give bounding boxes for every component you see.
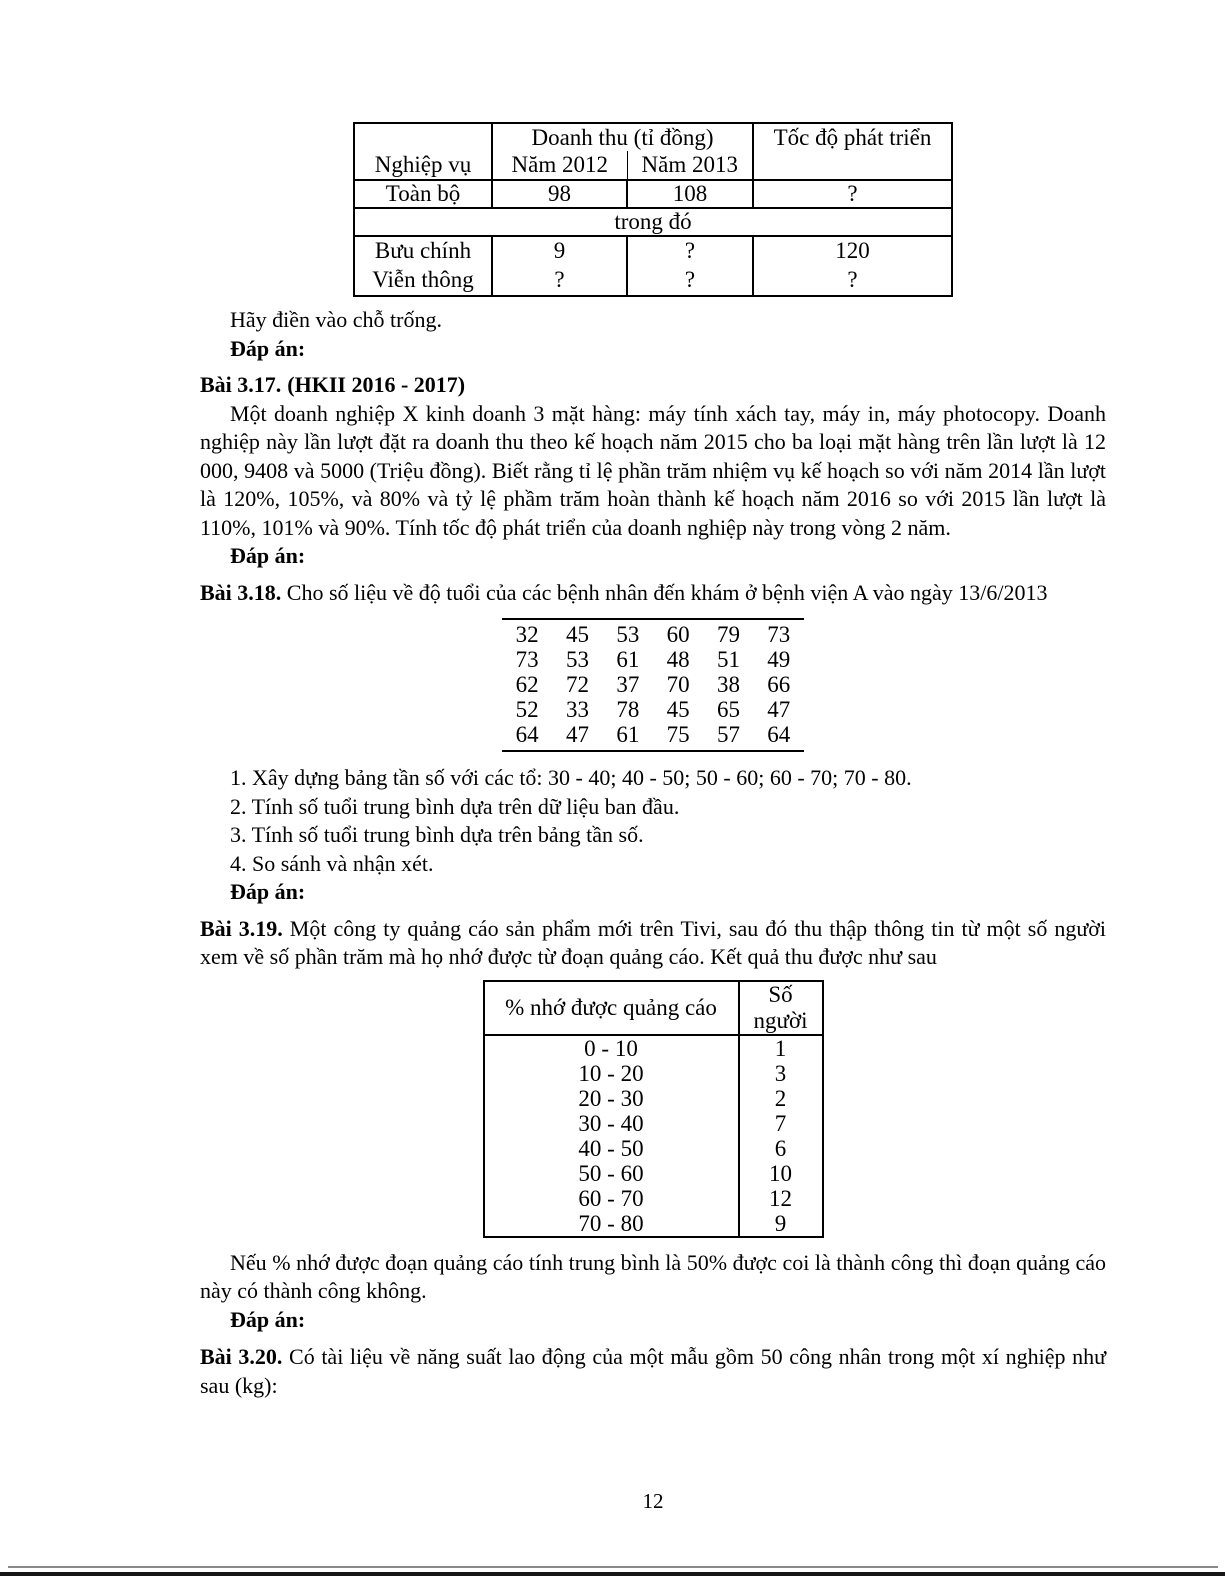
exercise-317-title: Bài 3.17.	[200, 372, 282, 397]
exercise-317-heading	[200, 371, 1106, 400]
value-cell: 108	[627, 180, 753, 208]
answer-label: Đáp án:	[230, 879, 306, 904]
age-grid-row	[502, 672, 804, 697]
exercise-318-intro-text: Cho số liệu về độ tuổi của các bệnh nhân đến khám ở bệnh viện A vào ngày 13/6/2013	[286, 579, 1048, 605]
exercise-319-intro	[200, 915, 1106, 972]
recall-table-body	[484, 1035, 823, 1237]
people-count-cell: 3	[774, 1060, 787, 1086]
exercise-319-title: Bài 3.19.	[200, 915, 283, 941]
row-label: Toàn bộ	[354, 180, 492, 208]
age-grid	[502, 618, 804, 752]
page-content	[200, 0, 1106, 1400]
column-header-recall-percent: % nhớ được quảng cáo	[484, 981, 739, 1035]
recall-range-cell: 70 - 80	[484, 1211, 739, 1237]
recall-table-header-row	[484, 981, 823, 1035]
people-count-cell: 6	[774, 1135, 787, 1161]
people-count-cell: 10	[769, 1160, 792, 1186]
exercise-319-intro-text: Một công ty quảng cáo sản phẩm mới trên Tivi, sau đó thu thập thông tin từ một số người xem về số phần trăm mà họ nhớ được từ đoạn quảng cáo. Kết quả thu được như sau	[200, 915, 1107, 969]
exercise-320-intro-text: Có tài liệu về năng suất lao động của một mẫu gồm 50 công nhân trong một xí nghiệp như sau (kg):	[200, 1344, 1106, 1398]
value-cell: ?	[753, 180, 952, 208]
value-cell: 98	[492, 180, 627, 208]
value-cell: 9	[492, 236, 627, 265]
people-count-cell: 12	[769, 1185, 792, 1211]
exercise-317-exam-tag: (HKII 2016 - 2017)	[287, 372, 466, 397]
recall-table-row	[484, 1211, 823, 1237]
age-value: 47	[767, 697, 791, 722]
header-cell-revenue-group: Doanh thu (tỉ đồng)	[492, 123, 753, 151]
recall-table-row	[484, 1186, 823, 1211]
age-value: 51	[716, 647, 740, 672]
exercise-320-title: Bài 3.20.	[200, 1344, 283, 1369]
footer-rule-black	[0, 1572, 1225, 1576]
age-value: 62	[515, 672, 539, 697]
value-cell: ?	[847, 267, 858, 292]
age-grid-row	[502, 647, 804, 672]
age-value: 61	[616, 647, 640, 672]
age-value: 45	[666, 697, 690, 722]
recall-range-cell: 40 - 50	[484, 1136, 739, 1161]
recall-table-row	[484, 1035, 823, 1061]
header-cell-year-2013: Năm 2013	[627, 151, 753, 180]
question-item: 2. Tính số tuổi trung bình dựa trên dữ liệu ban đầu.	[230, 793, 680, 819]
header-cell-service: Nghiệp vụ	[354, 123, 492, 180]
recall-range-cell: 50 - 60	[484, 1161, 739, 1186]
exercise-318-title: Bài 3.18.	[200, 579, 282, 605]
age-value: 32	[515, 622, 539, 647]
age-value: 64	[515, 722, 539, 747]
value-cell: ?	[627, 265, 753, 296]
row-label: Viễn thông	[354, 265, 492, 296]
age-value: 78	[616, 697, 640, 722]
table-row-telecom	[354, 265, 952, 296]
age-value: 45	[565, 622, 589, 647]
recall-table-row	[484, 1136, 823, 1161]
age-value: 70	[666, 672, 690, 697]
age-value: 52	[515, 697, 539, 722]
header-cell-growth: Tốc độ phát triển	[753, 123, 952, 180]
table-row-total	[354, 180, 952, 208]
footer-rule-gray	[8, 1566, 1218, 1568]
age-value: 53	[565, 647, 589, 672]
question-item: 4. So sánh và nhận xét.	[230, 850, 434, 876]
header-cell-year-2012: Năm 2012	[492, 151, 627, 180]
span-cell: trong đó	[354, 208, 952, 236]
recall-table-row	[484, 1061, 823, 1086]
age-value: 72	[565, 672, 589, 697]
value-cell: ?	[627, 236, 753, 265]
exercise-318-questions	[200, 764, 1106, 907]
people-count-cell: 9	[774, 1210, 787, 1236]
age-value: 79	[716, 622, 740, 647]
age-value: 37	[616, 672, 640, 697]
revenue-table	[353, 122, 953, 297]
age-value: 73	[767, 622, 791, 647]
age-value: 33	[565, 697, 589, 722]
age-grid-row	[502, 697, 804, 722]
row-label: Bưu chính	[354, 236, 492, 265]
people-count-cell: 7	[774, 1110, 787, 1136]
recall-table-row	[484, 1161, 823, 1186]
recall-table-row	[484, 1086, 823, 1111]
people-count-cell: 1	[774, 1035, 787, 1061]
age-value: 57	[716, 722, 740, 747]
age-value: 75	[666, 722, 690, 747]
column-header-people-count: Số người	[739, 981, 823, 1035]
age-grid-row	[502, 722, 804, 747]
recall-range-cell: 0 - 10	[484, 1035, 739, 1061]
recall-table-row	[484, 1111, 823, 1136]
recall-table	[483, 980, 824, 1238]
fill-prompt: Hãy điền vào chỗ trống.	[230, 307, 442, 332]
age-value: 38	[716, 672, 740, 697]
age-value: 60	[666, 622, 690, 647]
recall-range-cell: 20 - 30	[484, 1086, 739, 1111]
answer-label: Đáp án:	[230, 335, 306, 361]
age-value: 65	[716, 697, 740, 722]
exercise-319-outro: Nếu % nhớ được đoạn quảng cáo tính trung bình là 50% được coi là thành công thì đoạn quảng cáo này có thành công không.	[200, 1249, 1106, 1303]
exercise-317-body: Một doanh nghiệp X kinh doanh 3 mặt hàng: máy tính xách tay, máy in, máy photocopy. Doanh nghiệp này lần lượt đặt ra doanh thu theo kế hoạch năm 2015 cho ba loại mặt hàng trên lần lượt là 12 000, 9408 và 5000 (Triệu đồng). Biết rằng tỉ lệ phần trăm nhiệm vụ kế hoạch so với năm 2014 lần lượt là 120%, 105%, và 80% và tỷ lệ phầm trăm hoàn thành kế hoạch năm 2016 so với 2015 lần lượt là 110%, 101% và 90%. Tính tốc độ phát triển của doanh nghiệp này trong vòng 2 năm.	[200, 400, 1106, 540]
value-cell: 120	[835, 238, 870, 263]
recall-range-cell: 60 - 70	[484, 1186, 739, 1211]
table-row-post	[354, 236, 952, 265]
page-number: 12	[642, 1489, 664, 1513]
recall-range-cell: 30 - 40	[484, 1111, 739, 1136]
age-value: 61	[616, 722, 640, 747]
question-item: 3. Tính số tuổi trung bình dựa trên bảng tần số.	[230, 822, 644, 847]
age-value: 47	[565, 722, 589, 747]
age-grid-row	[502, 622, 804, 647]
value-cell: ?	[492, 265, 627, 296]
table-row-span	[354, 208, 952, 236]
age-value: 49	[767, 647, 791, 672]
recall-range-cell: 10 - 20	[484, 1061, 739, 1086]
age-value: 48	[666, 647, 690, 672]
age-value: 73	[515, 647, 539, 672]
question-item: 1. Xây dựng bảng tần số với các tổ: 30 - 40; 40 - 50; 50 - 60; 60 - 70; 70 - 80.	[230, 765, 912, 790]
age-value: 53	[616, 622, 640, 647]
exercise-318-intro	[200, 579, 1106, 608]
people-count-cell: 2	[774, 1085, 787, 1111]
table-header-row	[354, 123, 952, 151]
age-value: 66	[767, 672, 791, 697]
age-value: 64	[767, 722, 791, 747]
answer-label: Đáp án:	[230, 1306, 306, 1332]
exercise-320-intro	[200, 1343, 1106, 1400]
answer-label: Đáp án:	[230, 543, 306, 568]
